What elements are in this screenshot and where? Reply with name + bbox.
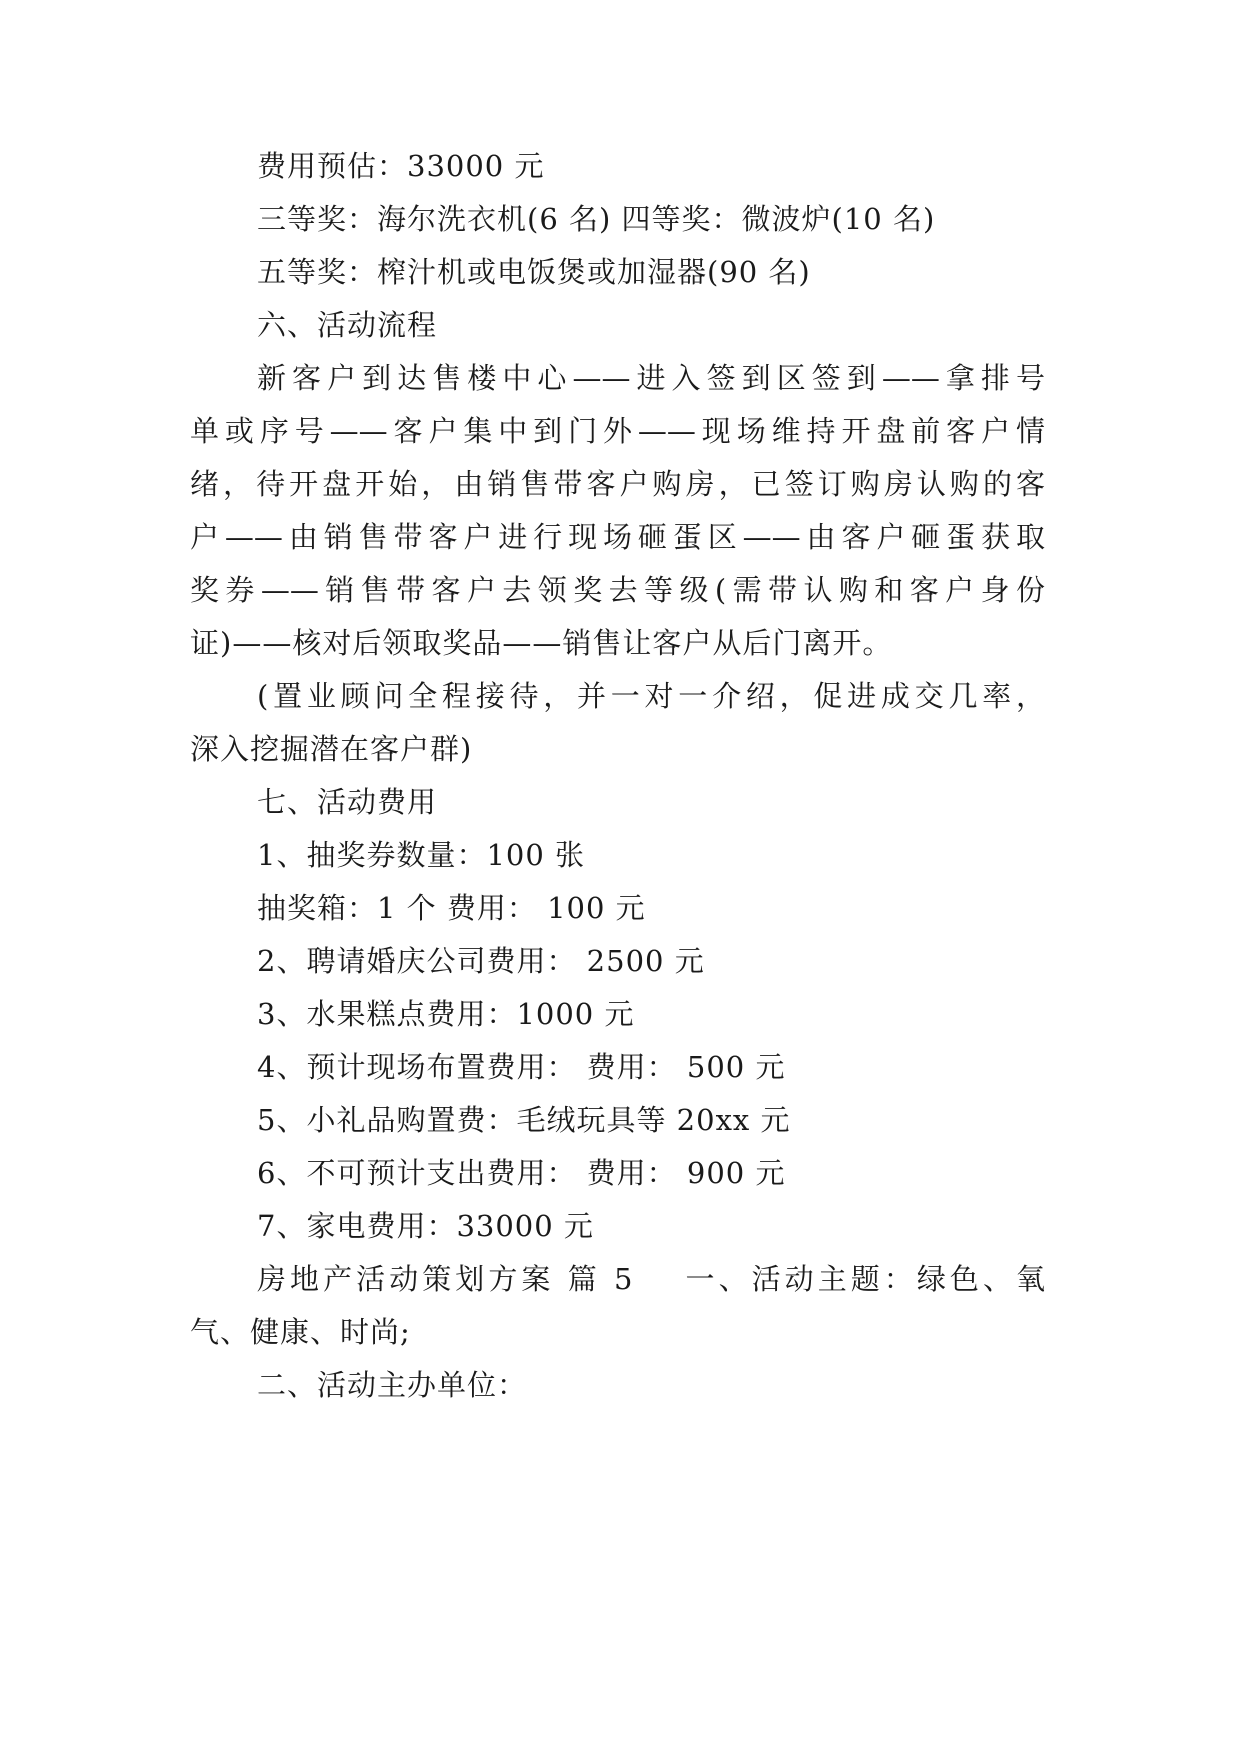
cost-item-line: 6、不可预计支出费用： 费用： 900 元 (257, 1156, 786, 1190)
process-paragraph-line: 单或序号——客户集中到门外——现场维持开盘前客户情 (190, 414, 1045, 448)
process-paragraph-line: 户——由销售带客户进行现场砸蛋区——由客户砸蛋获取 (190, 520, 1045, 554)
plan-five-theme-line: 气、健康、时尚; (190, 1315, 411, 1349)
process-paragraph-line: 新客户到达售楼中心——进入签到区签到——拿排号 (257, 361, 1045, 395)
section-heading-process: 六、活动流程 (257, 308, 438, 342)
cost-item-line: 1、抽奖券数量：100 张 (257, 838, 586, 872)
cost-item-line: 4、预计现场布置费用： 费用： 500 元 (257, 1050, 786, 1084)
cost-item-line: 2、聘请婚庆公司费用： 2500 元 (257, 944, 705, 978)
cost-item-line: 抽奖箱：1 个 费用： 100 元 (257, 891, 646, 925)
cost-estimate-line: 费用预估：33000 元 (257, 149, 545, 183)
process-paragraph-line: 绪，待开盘开始，由销售带客户购房，已签订购房认购的客 (190, 467, 1045, 501)
section-heading-organizer: 二、活动主办单位： (257, 1368, 528, 1402)
note-paragraph-line: (置业顾问全程接待，并一对一介绍，促进成交几率， (257, 679, 1045, 713)
section-heading-costs: 七、活动费用 (257, 785, 438, 819)
cost-item-line: 3、水果糕点费用：1000 元 (257, 997, 635, 1031)
third-fourth-prize-line: 三等奖：海尔洗衣机(6 名) 四等奖：微波炉(10 名) (257, 202, 936, 236)
plan-five-heading-line: 房地产活动策划方案 篇 5 一、活动主题：绿色、氧 (257, 1262, 1045, 1296)
fifth-prize-line: 五等奖：榨汁机或电饭煲或加湿器(90 名) (257, 255, 811, 289)
cost-item-line: 7、家电费用：33000 元 (257, 1209, 594, 1243)
process-paragraph-line: 奖券——销售带客户去领奖去等级(需带认购和客户身份 (190, 573, 1045, 607)
note-paragraph-line: 深入挖掘潜在客户群) (190, 732, 473, 766)
process-paragraph-line: 证)——核对后领取奖品——销售让客户从后门离开。 (190, 626, 893, 660)
cost-item-line: 5、小礼品购置费：毛绒玩具等 20xx 元 (257, 1103, 791, 1137)
